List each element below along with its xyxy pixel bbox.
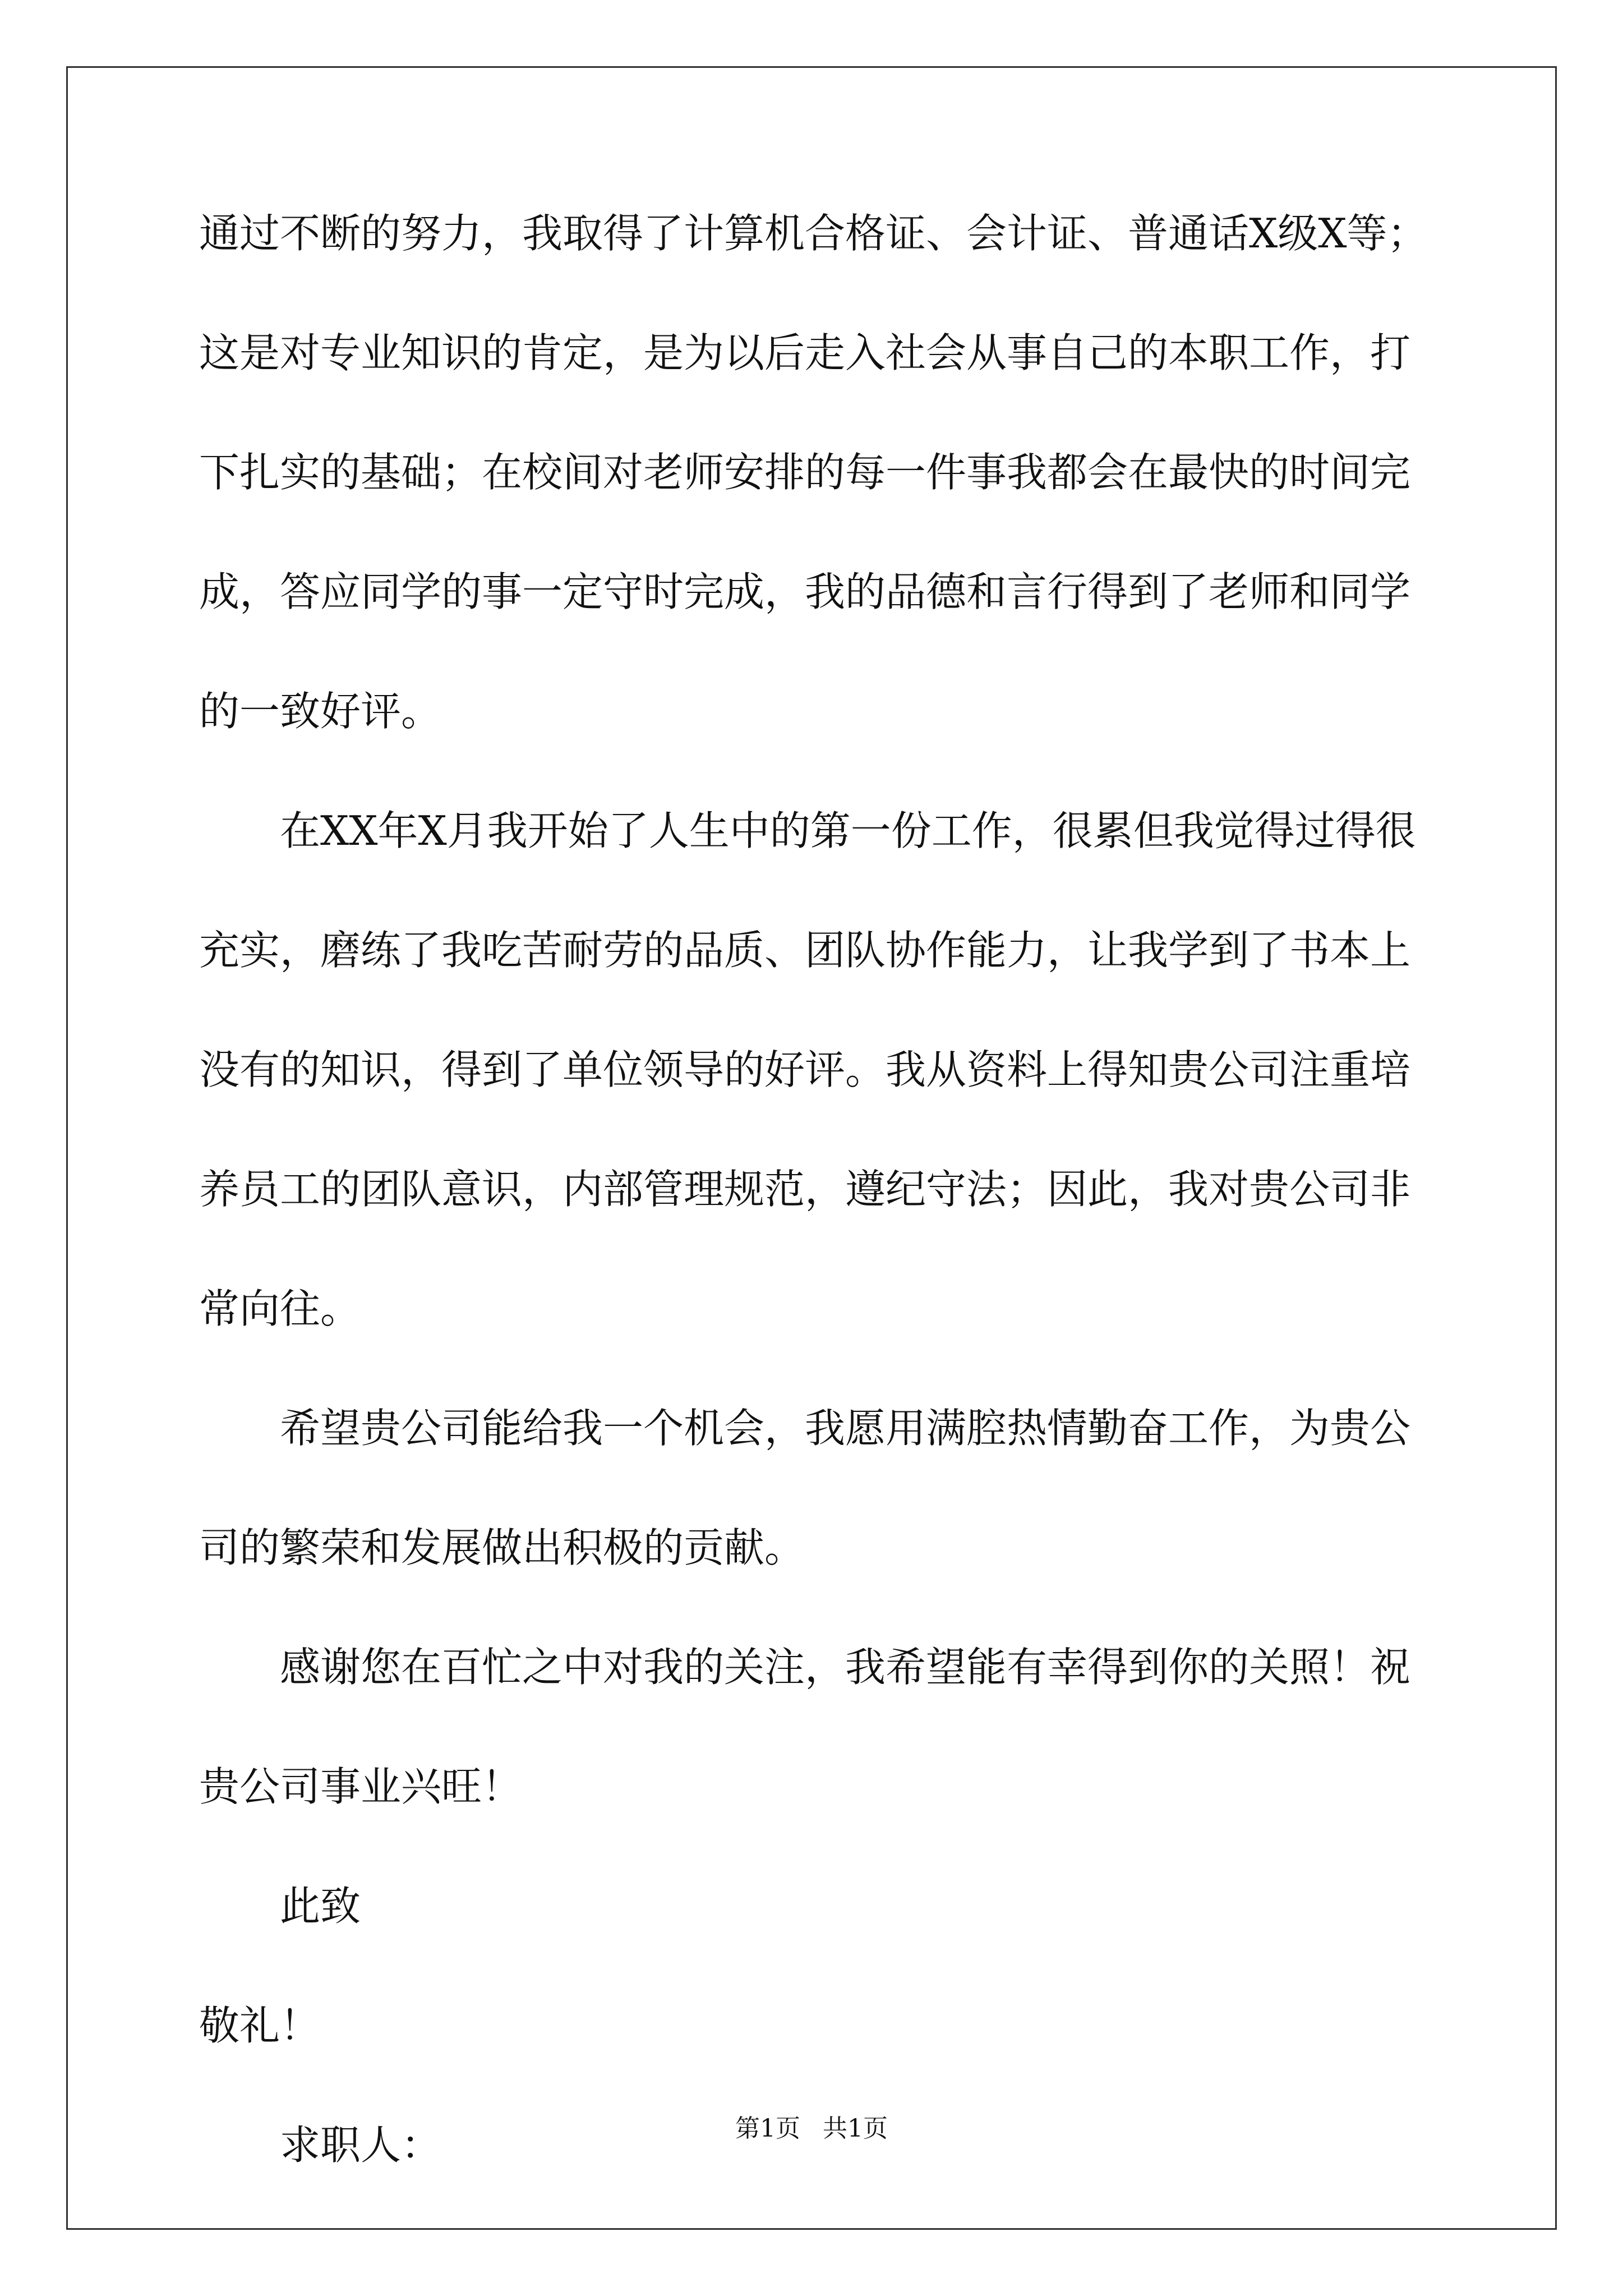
text-line: 的一致好评。: [199, 688, 442, 735]
text-line: 在XX年X月我开始了人生中的第一份工作，很累但我觉得过得很: [280, 807, 1416, 854]
page-number-total: 共1页: [823, 2114, 888, 2143]
text-line: 养员工的团队意识，内部管理规范，遵纪守法；因此，我对贵公司非: [199, 1166, 1411, 1213]
text-line: 感谢您在百忙之中对我的关注，我希望能有幸得到你的关照！祝: [280, 1644, 1411, 1691]
text-line: 希望贵公司能给我一个机会，我愿用满腔热情勤奋工作，为贵公: [280, 1405, 1411, 1452]
text-line: 常向往。: [199, 1285, 361, 1332]
salutation: 敬礼！: [199, 2002, 321, 2049]
signature-label: 求职人：: [280, 2122, 442, 2169]
text-line: 充实，磨练了我吃苦耐劳的品质、团队协作能力，让我学到了书本上: [199, 927, 1411, 974]
page-footer: [0, 2116, 1623, 2141]
text-line: 没有的知识，得到了单位领导的好评。我从资料上得知贵公司注重培: [199, 1046, 1411, 1093]
text-line: 这是对专业知识的肯定，是为以后走入社会从事自己的本职工作，打: [199, 329, 1411, 376]
page-number-current: 第1页: [735, 2114, 800, 2143]
closing-phrase: 此致: [280, 1883, 361, 1930]
text-line: 司的繁荣和发展做出积极的贡献。: [199, 1524, 805, 1571]
text-line: 下扎实的基础；在校间对老师安排的每一件事我都会在最快的时间完: [199, 449, 1411, 496]
text-line: 通过不断的努力，我取得了计算机合格证、会计证、普通话X级X等；: [199, 210, 1428, 257]
text-line: 贵公司事业兴旺！: [199, 1763, 523, 1810]
text-line: 成，答应同学的事一定守时完成，我的品德和言行得到了老师和同学: [199, 568, 1411, 615]
